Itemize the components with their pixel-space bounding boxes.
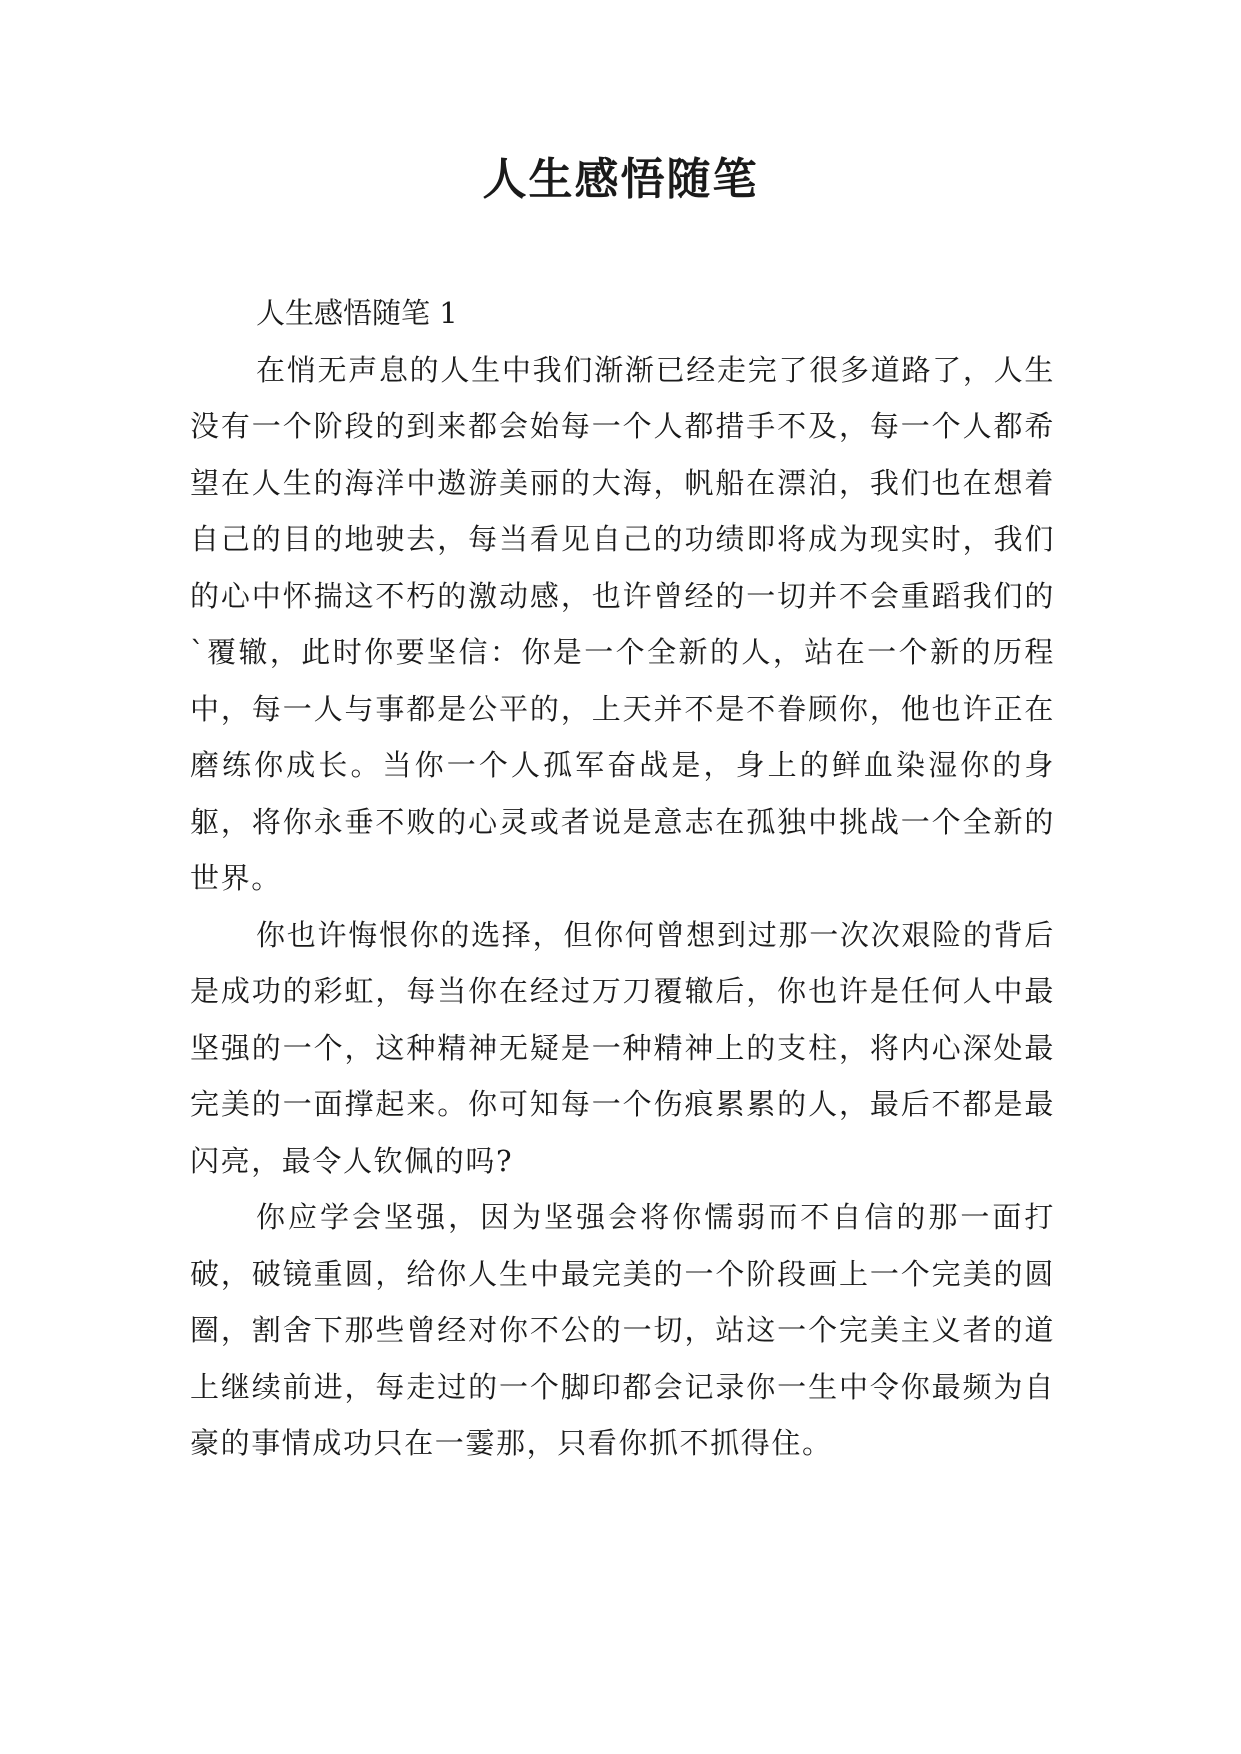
paragraph-1: 在悄无声息的人生中我们渐渐已经走完了很多道路了，人生没有一个阶段的到来都会始每一个人都措手不及，每一个人都希望在人生的海洋中遨游美丽的大海，帆船在漂泊，我们也在想着自己的目的地驶去，每当看见自己的功绩即将成为现实时，我们的心中怀揣这不朽的激动感，也许曾经的一切并不会重蹈我们的`覆辙，此时你要坚信：你是一个全新的人，站在一个新的历程中，每一人与事都是公平的，上天并不是不眷顾你，他也许正在磨练你成长。当你一个人孤军奋战是，身上的鲜血染湿你的身躯，将你永垂不败的心灵或者说是意志在孤独中挑战一个全新的世界。 [190,352,1055,895]
paragraph-2: 你也许悔恨你的选择，但你何曾想到过那一次次艰险的背后是成功的彩虹，每当你在经过万刀覆辙后，你也许是任何人中最坚强的一个，这种精神无疑是一种精神上的支柱，将内心深处最完美的一面撑起来。你可知每一个伤痕累累的人，最后不都是最闪亮，最令人钦佩的吗? [190,917,1055,1178]
document-title: 人生感悟随笔 [482,154,759,205]
section-heading: 人生感悟随笔 1 [256,296,458,330]
paragraph-3: 你应学会坚强，因为坚强会将你懦弱而不自信的那一面打破，破镜重圆，给你人生中最完美的一个阶段画上一个完美的圆圈，割舍下那些曾经对你不公的一切，站这一个完美主义者的道上继续前进，每走过的一个脚印都会记录你一生中令你最频为自豪的事情成功只在一霎那，只看你抓不抓得住。 [190,1200,1055,1460]
document-body [190,285,1055,1472]
